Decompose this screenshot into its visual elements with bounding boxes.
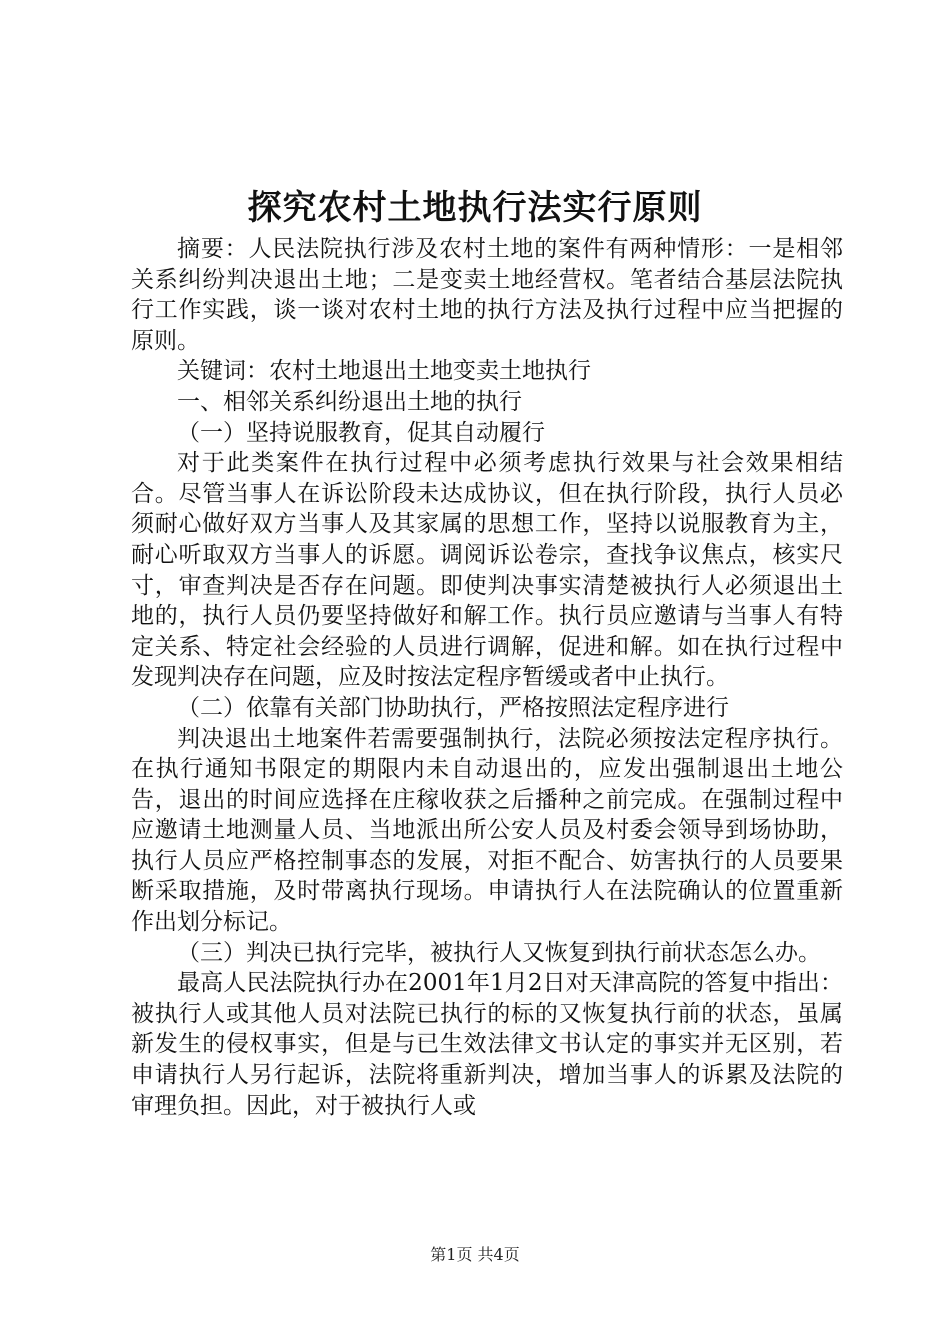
section-heading-1: 一、相邻关系纠纷退出土地的执行 [177, 388, 522, 415]
document-body [131, 234, 843, 1121]
page-title: 探究农村土地执行法实行原则 [247, 188, 703, 228]
subsection-heading-1: （一）坚持说服教育，促其自动履行 [177, 419, 545, 446]
body-paragraph: 最高人民法院执行办在2001年1月2日对天津高院的答复中指出：被执行人或其他人员对法院已执行的标的又恢复执行前的状态，虽属新发生的侵权事实，但是与已生效法律文书认定的事实并无区别，若申请执行人另行起诉，法院将重新判决，增加当事人的诉累及法院的审理负担。因此，对于被执行人或 [131, 970, 843, 1119]
subsection-heading-2: （二）依靠有关部门协助执行，严格按照法定程序进行 [177, 694, 729, 721]
abstract-paragraph: 摘要：人民法院执行涉及农村土地的案件有两种情形：一是相邻关系纠纷判决退出土地；二是变卖土地经营权。笔者结合基层法院执行工作实践，谈一谈对农村土地的执行方法及执行过程中应当把握的原则。 [131, 236, 843, 354]
subsection-heading-3: （三）判决已执行完毕，被执行人又恢复到执行前状态怎么办。 [177, 939, 821, 966]
page-footer: 第1页 共4页 [430, 1245, 520, 1264]
body-paragraph: 对于此类案件在执行过程中必须考虑执行效果与社会效果相结合。尽管当事人在诉讼阶段未达成协议，但在执行阶段，执行人员必须耐心做好双方当事人及其家属的思想工作，坚持以说服教育为主，耐心听取双方当事人的诉愿。调阅诉讼卷宗，查找争议焦点，核实尺寸，审查判决是否存在问题。即使判决事实清楚被执行人必须退出土地的，执行人员仍要坚持做好和解工作。执行员应邀请与当事人有特定关系、特定社会经验的人员进行调解，促进和解。如在执行过程中发现判决存在问题，应及时按法定程序暂缓或者中止执行。 [131, 450, 843, 691]
body-paragraph: 判决退出土地案件若需要强制执行，法院必须按法定程序执行。在执行通知书限定的期限内未自动退出的，应发出强制退出土地公告，退出的时间应选择在庄稼收获之后播种之前完成。在强制过程中应邀请土地测量人员、当地派出所公安人员及村委会领导到场协助，执行人员应严格控制事态的发展，对拒不配合、妨害执行的人员要果断采取措施，及时带离执行现场。申请执行人在法院确认的位置重新作出划分标记。 [131, 725, 843, 936]
keywords-paragraph: 关键词：农村土地退出土地变卖土地执行 [177, 358, 591, 385]
